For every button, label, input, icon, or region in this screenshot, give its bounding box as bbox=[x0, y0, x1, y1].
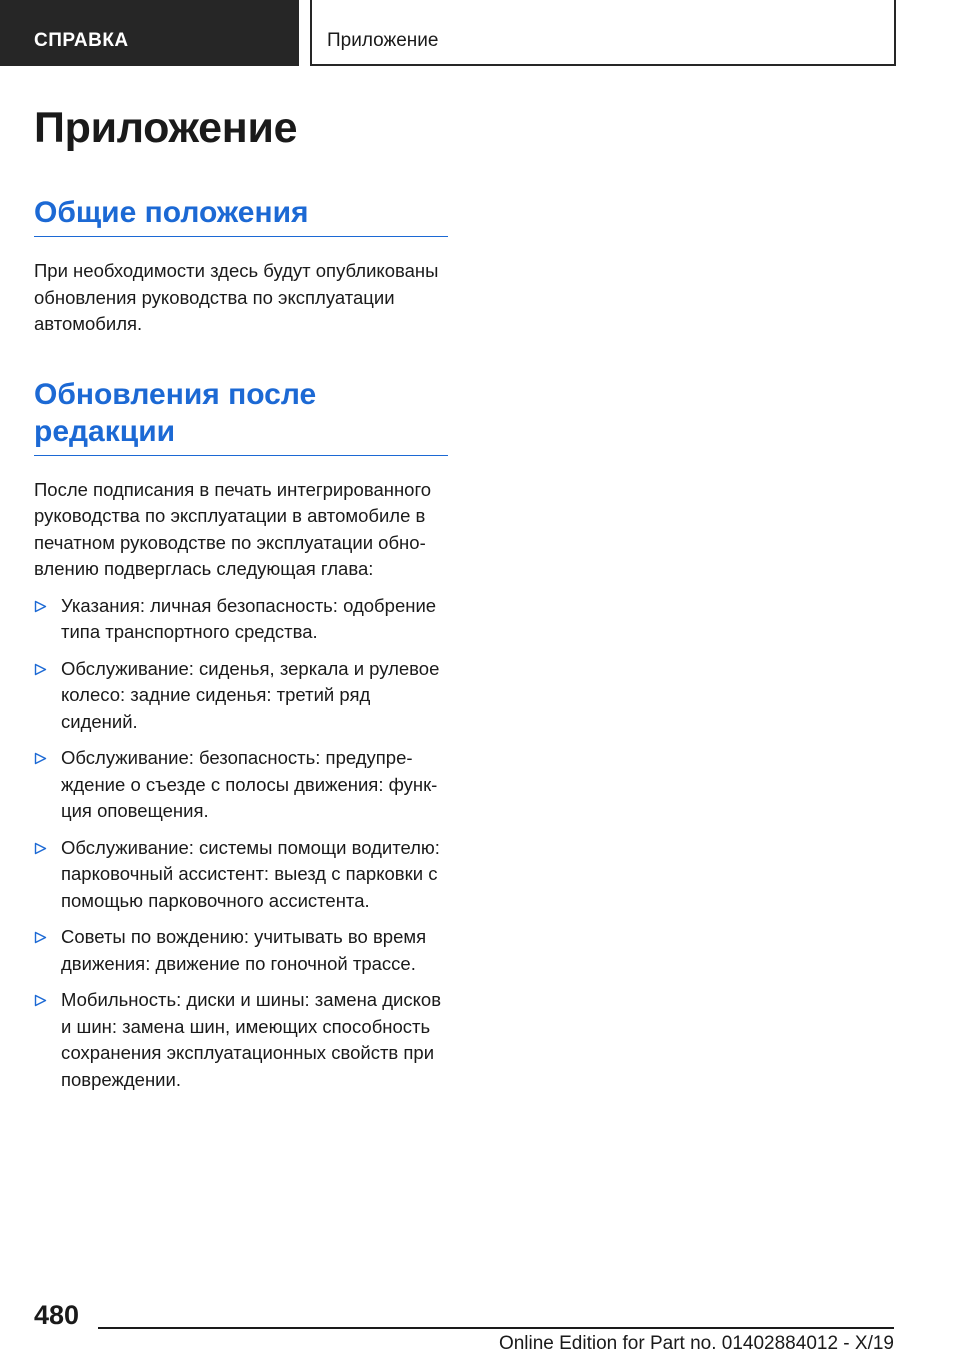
header-section-tab[interactable] bbox=[0, 0, 299, 66]
triangle-right-outline-icon bbox=[34, 752, 47, 765]
header-section-label: СПРАВКА bbox=[34, 30, 129, 51]
list-item-text: Обслуживание: системы помощи водителю: парковочный ассистент: выезд с парковки с помощью парковочного ассистента. bbox=[61, 836, 440, 911]
list-item bbox=[34, 987, 448, 1093]
list-item bbox=[34, 656, 448, 736]
updates-paragraph: После подписания в печать интегрированного руководства по эксплуатации в автомобиле в печатном руководстве по эксплуатации обновлению подверглась следующая глава: bbox=[34, 478, 432, 579]
triangle-right-outline-icon bbox=[34, 994, 47, 1007]
list-item bbox=[34, 924, 448, 977]
list-item-text: Советы по вождению: учитывать во время движения: движение по гоночной трассе. bbox=[61, 926, 427, 974]
list-item-text: Обслуживание: сиденья, зеркала и рулевое колесо: задние сиденья: третий ряд сидений. bbox=[61, 657, 440, 732]
triangle-right-outline-icon bbox=[34, 600, 47, 613]
page-number: 480 bbox=[34, 1300, 80, 1330]
list-item bbox=[34, 745, 448, 825]
updated-chapters-list bbox=[34, 593, 448, 1094]
header-chapter-label: Приложение bbox=[327, 30, 439, 51]
footer-divider bbox=[98, 1327, 894, 1329]
triangle-right-outline-icon bbox=[34, 842, 47, 855]
section-heading-updates: Обновления после редакции bbox=[34, 376, 448, 456]
triangle-right-outline-icon bbox=[34, 931, 47, 944]
list-item-text: Мобильность: диски и шины: замена дисков и шин: замена шин, имеющих способность сохранения эксплуатационных свойств при повреждении. bbox=[61, 989, 442, 1090]
list-item bbox=[34, 593, 448, 646]
list-item bbox=[34, 835, 448, 915]
header-chapter-tab[interactable] bbox=[310, 0, 896, 66]
footer-edition-text: Online Edition for Part no. 01402884012 - X/19 bbox=[498, 1333, 894, 1354]
list-item-text: Указания: личная безопасность: одобрение типа транспортного средства. bbox=[61, 594, 437, 642]
page-title: Приложение bbox=[34, 104, 298, 152]
section-heading-general: Общие положения bbox=[34, 194, 448, 237]
page-content bbox=[34, 100, 448, 1103]
list-item-text: Обслуживание: безопасность: предупреждение о съезде с полосы движения: функция оповещения. bbox=[61, 747, 438, 821]
general-paragraph: При необходимости здесь будут опубликованы обновления руководства по эксплуатации автомобиля. bbox=[34, 260, 439, 334]
triangle-right-outline-icon bbox=[34, 663, 47, 676]
